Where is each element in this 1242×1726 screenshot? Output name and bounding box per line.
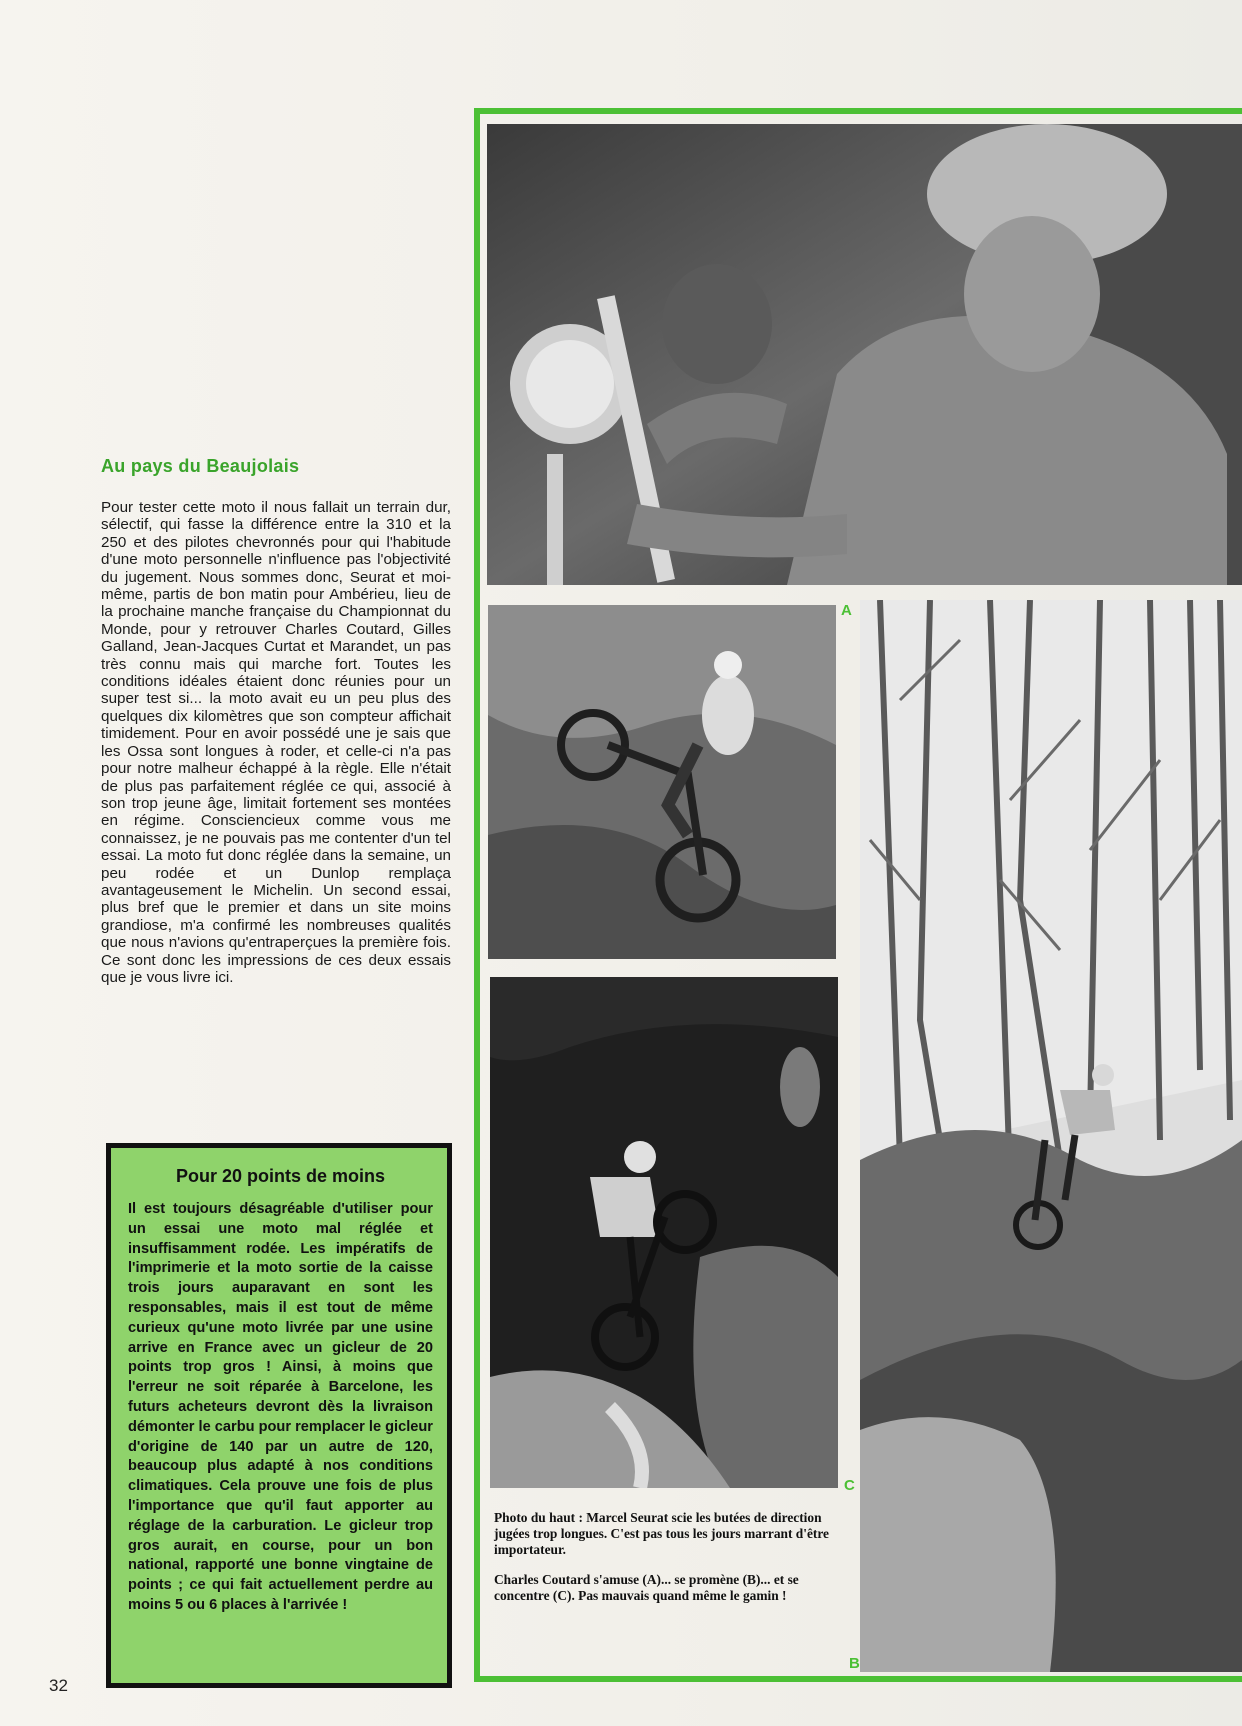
photo-label-a: A [841, 602, 852, 619]
sidebar-body: Il est toujours désagréable d'utiliser pour un essai une moto mal réglée et insuffisamment rodée. Les impératifs de l'imprimerie et la moto sortie de la caisse trois jours auparavant en sont les responsables, mais il est tout de même curieux qu'une moto livrée par une usine arrive en France avec un gicleur de 20 points trop gros ! Ainsi, à moins que l'erreur ne soit réparée à Barcelone, les futurs acheteurs devront dès la livraison démonter le carbu pour remplacer le gicleur d'origine de 140 par un autre de 120, beaucoup plus adapté à nos conditions climatiques. Cela prouve une fois de plus l'importance que qu'il faut apporter au réglage de la carburation. Le gicleur trop gros aurait, en course, pour un bon national, rapporté une bonne vingtaine de points ; ce qui fait actuellement perdre au moins 5 ou 6 places à l'arrivée ! [128, 1201, 433, 1613]
caption-top: Photo du haut : Marcel Seurat scie les butées de direction jugées trop longues. C'est pas tous les jours marrant d'être importateur. [494, 1510, 829, 1557]
photo-frame-bottom [474, 1676, 1242, 1682]
article-body: Pour tester cette moto il nous fallait un terrain dur, sélectif, qui fasse la différence entre la 310 et la 250 et des pilotes chevronnés pour qui l'habitude d'une moto personnelle n'influence pas l'objectivité du jugement. Nous sommes donc, Seurat et moi-même, partis de bon matin pour Ambérieu, lieu de la prochaine manche française du Championnat du Monde, pour y retrouver Charles Coutard, Gilles Galland, Jean-Jacques Curtat et Marandet, un pas très connu mais qui marche fort. Toutes les conditions idéales étaient donc réunies pour un super test si... la moto avait eu un peu plus des quelques dix kilomètres que son compteur affichait timidement. Pour en avoir possédé une je sais que les Ossa sont longues à roder, et celle-ci n'a pas pour notre malheur échappé à la règle. Elle n'était de plus pas parfaitement réglée ce qui, associé à son trop jeune âge, limitait fortement ses montées en régime. Consciencieux comme vous me connaissez, je ne pouvais pas me contenter d'un tel essai. La moto fut donc réglée dans la semaine, un peu rodée et un Dunlop remplaça avantageusement le Michelin. Un second essai, plus bref que le premier et dans un site moins grandiose, m'a confirmé les nombreuses qualités que nous n'avions qu'entraperçues la première fois. Ce sont donc les impressions de ces deux essais que je vous livre ici. [101, 499, 451, 986]
photo-a-rider-descent [488, 605, 836, 959]
photo-frame-left [474, 108, 480, 1682]
photo-label-b: B [849, 1655, 860, 1672]
caption-bottom: Charles Coutard s'amuse (A)... se promène (B)... et se concentre (C). Pas mauvais quand même le gamin ! [494, 1572, 799, 1603]
sidebar-box [106, 1143, 452, 1688]
photo-mechanic [487, 124, 1242, 585]
photo-b-rider-waterfall [490, 977, 838, 1488]
photo-label-c: C [844, 1477, 855, 1494]
sidebar-title: Pour 20 points de moins [175, 1166, 386, 1186]
page-number: 32 [49, 1676, 68, 1695]
photo-caption [494, 1510, 839, 1604]
photo-c-rider-forest [860, 600, 1242, 1672]
section-heading: Au pays du Beaujolais [101, 456, 300, 476]
photo-frame-top [474, 108, 1242, 114]
